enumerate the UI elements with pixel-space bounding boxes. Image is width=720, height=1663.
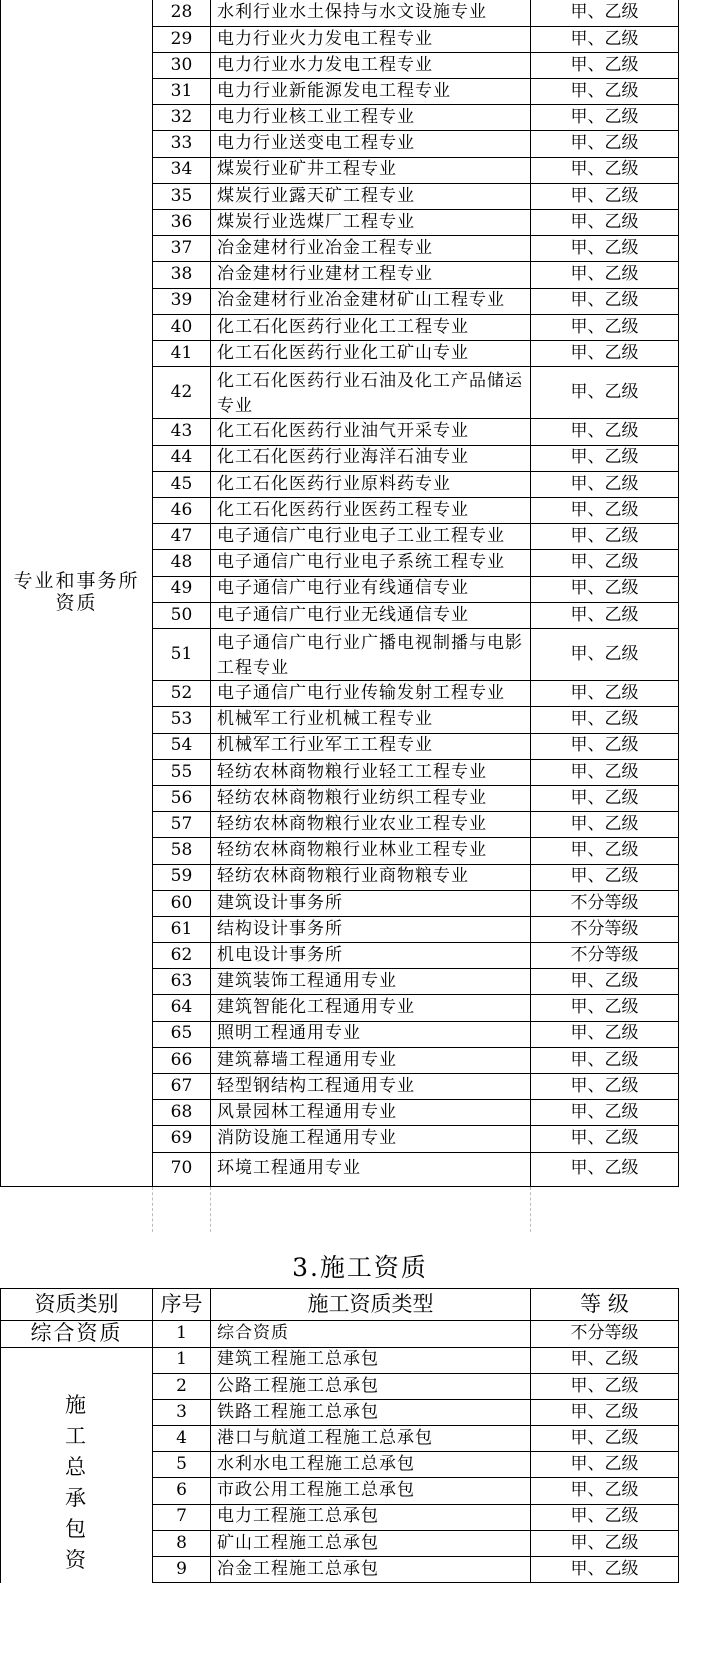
qualification-grade: 甲、乙级	[531, 262, 679, 288]
header-row	[1, 1288, 679, 1320]
qualification-grade: 甲、乙级	[531, 210, 679, 236]
qualification-type: 煤炭行业矿井工程专业	[211, 157, 531, 183]
qualification-grade: 甲、乙级	[531, 785, 679, 811]
qualification-type: 水利水电工程施工总承包	[211, 1452, 531, 1478]
row-number: 47	[153, 524, 211, 550]
qualification-grade: 甲、乙级	[531, 497, 679, 523]
row-number: 8	[153, 1530, 211, 1556]
qualification-grade: 甲、乙级	[531, 236, 679, 262]
header-grade: 等 级	[531, 1288, 679, 1320]
qualification-type: 化工石化医药行业原料药专业	[211, 471, 531, 497]
row-number: 41	[153, 340, 211, 366]
qualification-type: 轻型钢结构工程通用专业	[211, 1074, 531, 1100]
row-number: 34	[153, 157, 211, 183]
qualification-type: 轻纺农林商物粮行业农业工程专业	[211, 812, 531, 838]
row-number: 57	[153, 812, 211, 838]
table-row	[1, 0, 679, 26]
qualification-type: 冶金建材行业冶金建材矿山工程专业	[211, 288, 531, 314]
blank-cell	[1, 1186, 153, 1232]
qualification-grade: 甲、乙级	[531, 995, 679, 1021]
qualification-grade: 甲、乙级	[531, 1452, 679, 1478]
category-char: 资	[65, 1547, 88, 1572]
qualification-grade: 甲、乙级	[531, 157, 679, 183]
construction-qualification-table	[0, 1238, 679, 1583]
qualification-grade: 甲、乙级	[531, 131, 679, 157]
row-number: 32	[153, 105, 211, 131]
qualification-type: 建筑智能化工程通用专业	[211, 995, 531, 1021]
header-category: 资质类别	[1, 1288, 153, 1320]
category-char: 工	[65, 1423, 88, 1448]
qualification-type: 煤炭行业选煤厂工程专业	[211, 210, 531, 236]
qualification-grade: 甲、乙级	[531, 1399, 679, 1425]
row-number: 7	[153, 1504, 211, 1530]
row-number: 1	[153, 1347, 211, 1373]
row-number: 4	[153, 1426, 211, 1452]
qualification-type: 电力工程施工总承包	[211, 1504, 531, 1530]
qualification-type: 消防设施工程通用专业	[211, 1126, 531, 1152]
qualification-grade: 甲、乙级	[531, 367, 679, 419]
qualification-type: 轻纺农林商物粮行业林业工程专业	[211, 838, 531, 864]
qualification-grade: 甲、乙级	[531, 969, 679, 995]
qualification-grade: 甲、乙级	[531, 0, 679, 26]
construction-section-title: 3.施工资质	[292, 1253, 428, 1282]
comprehensive-category: 综合资质	[1, 1320, 153, 1347]
row-number: 70	[153, 1152, 211, 1186]
row-number: 67	[153, 1074, 211, 1100]
qualification-type: 化工石化医药行业化工工程专业	[211, 314, 531, 340]
qualification-grade: 甲、乙级	[531, 419, 679, 445]
row-number: 30	[153, 52, 211, 78]
row-number: 36	[153, 210, 211, 236]
qualification-grade: 甲、乙级	[531, 1347, 679, 1373]
qualification-type: 冶金建材行业建材工程专业	[211, 262, 531, 288]
row-number: 59	[153, 864, 211, 890]
qualification-grade: 甲、乙级	[531, 864, 679, 890]
qualification-grade: 甲、乙级	[531, 1530, 679, 1556]
row-number: 64	[153, 995, 211, 1021]
category-char: 总	[65, 1454, 88, 1479]
qualification-grade: 甲、乙级	[531, 759, 679, 785]
qualification-type: 公路工程施工总承包	[211, 1373, 531, 1399]
row-number: 54	[153, 733, 211, 759]
qualification-grade: 甲、乙级	[531, 1126, 679, 1152]
qualification-grade: 甲、乙级	[531, 812, 679, 838]
qualification-type: 综合资质	[211, 1320, 531, 1347]
qualification-type: 港口与航道工程施工总承包	[211, 1426, 531, 1452]
row-number: 49	[153, 576, 211, 602]
title-spacer	[1, 1238, 679, 1288]
qualification-grade: 甲、乙级	[531, 1152, 679, 1186]
qualification-type: 电子通信广电行业电子系统工程专业	[211, 550, 531, 576]
qualification-grade: 甲、乙级	[531, 1557, 679, 1583]
qualification-grade: 甲、乙级	[531, 79, 679, 105]
qualification-type: 煤炭行业露天矿工程专业	[211, 183, 531, 209]
qualification-type: 电力行业送变电工程专业	[211, 131, 531, 157]
qualification-type: 化工石化医药行业海洋石油专业	[211, 445, 531, 471]
row-number: 40	[153, 314, 211, 340]
qualification-type: 冶金建材行业冶金工程专业	[211, 236, 531, 262]
row-number: 9	[153, 1557, 211, 1583]
qualification-grade: 甲、乙级	[531, 602, 679, 628]
qualification-grade: 甲、乙级	[531, 838, 679, 864]
qualification-grade: 甲、乙级	[531, 1373, 679, 1399]
qualification-type: 照明工程通用专业	[211, 1021, 531, 1047]
qualification-type: 电子通信广电行业电子工业工程专业	[211, 524, 531, 550]
qualification-type: 电力行业核工业工程专业	[211, 105, 531, 131]
row-number: 63	[153, 969, 211, 995]
qualification-grade: 甲、乙级	[531, 340, 679, 366]
row-number: 2	[153, 1373, 211, 1399]
row-number: 69	[153, 1126, 211, 1152]
header-number: 序号	[153, 1288, 211, 1320]
row-number: 39	[153, 288, 211, 314]
header-type: 施工资质类型	[211, 1288, 531, 1320]
qualification-grade: 甲、乙级	[531, 471, 679, 497]
qualification-grade: 甲、乙级	[531, 288, 679, 314]
general-contracting-category	[1, 1347, 153, 1583]
qualification-grade: 甲、乙级	[531, 707, 679, 733]
qualification-type: 化工石化医药行业医药工程专业	[211, 497, 531, 523]
qualification-type: 电力行业水力发电工程专业	[211, 52, 531, 78]
qualification-grade: 甲、乙级	[531, 733, 679, 759]
row-number: 6	[153, 1478, 211, 1504]
qualification-category-cell: 专业和事务所资质	[1, 0, 153, 1186]
qualification-type: 电子通信广电行业广播电视制播与电影工程专业	[211, 628, 531, 680]
qualification-grade: 甲、乙级	[531, 105, 679, 131]
row-number: 35	[153, 183, 211, 209]
qualification-grade: 甲、乙级	[531, 1426, 679, 1452]
qualification-grade: 甲、乙级	[531, 1504, 679, 1530]
qualification-type: 冶金工程施工总承包	[211, 1557, 531, 1583]
row-number: 33	[153, 131, 211, 157]
row-number: 44	[153, 445, 211, 471]
row-number: 52	[153, 681, 211, 707]
qualification-type: 化工石化医药行业油气开采专业	[211, 419, 531, 445]
qualification-type: 机械军工行业军工工程专业	[211, 733, 531, 759]
qualification-grade: 不分等级	[531, 890, 679, 916]
row-number: 53	[153, 707, 211, 733]
row-number: 48	[153, 550, 211, 576]
qualification-type: 建筑工程施工总承包	[211, 1347, 531, 1373]
qualification-type: 机电设计事务所	[211, 943, 531, 969]
row-number: 66	[153, 1047, 211, 1073]
row-number: 45	[153, 471, 211, 497]
row-number: 60	[153, 890, 211, 916]
qualification-grade: 甲、乙级	[531, 628, 679, 680]
row-number: 46	[153, 497, 211, 523]
row-number: 55	[153, 759, 211, 785]
qualification-type: 轻纺农林商物粮行业轻工工程专业	[211, 759, 531, 785]
qualification-type: 电子通信广电行业传输发射工程专业	[211, 681, 531, 707]
qualification-grade: 甲、乙级	[531, 1074, 679, 1100]
row-number: 43	[153, 419, 211, 445]
row-number: 37	[153, 236, 211, 262]
qualification-type: 轻纺农林商物粮行业商物粮专业	[211, 864, 531, 890]
row-number: 3	[153, 1399, 211, 1425]
row-number: 31	[153, 79, 211, 105]
row-number: 61	[153, 916, 211, 942]
blank-cell	[211, 1186, 531, 1232]
row-number: 29	[153, 26, 211, 52]
qualification-type: 轻纺农林商物粮行业纺织工程专业	[211, 785, 531, 811]
qualification-type: 铁路工程施工总承包	[211, 1399, 531, 1425]
blank-cell	[153, 1186, 211, 1232]
row-number: 38	[153, 262, 211, 288]
blank-row	[1, 1186, 679, 1232]
qualification-grade: 甲、乙级	[531, 1100, 679, 1126]
qualification-type: 环境工程通用专业	[211, 1152, 531, 1186]
qualification-grade: 甲、乙级	[531, 1047, 679, 1073]
table-row	[1, 1347, 679, 1373]
qualification-type: 建筑幕墙工程通用专业	[211, 1047, 531, 1073]
row-number: 1	[153, 1320, 211, 1347]
qualification-type: 市政公用工程施工总承包	[211, 1478, 531, 1504]
qualification-type: 建筑装饰工程通用专业	[211, 969, 531, 995]
construction-qualification-table-body	[1, 1238, 679, 1583]
qualification-grade: 不分等级	[531, 943, 679, 969]
row-number: 62	[153, 943, 211, 969]
qualification-type: 电子通信广电行业无线通信专业	[211, 602, 531, 628]
qualification-type: 化工石化医药行业化工矿山专业	[211, 340, 531, 366]
qualification-grade: 甲、乙级	[531, 576, 679, 602]
qualification-type: 矿山工程施工总承包	[211, 1530, 531, 1556]
qualification-type: 电子通信广电行业有线通信专业	[211, 576, 531, 602]
qualification-grade: 甲、乙级	[531, 1021, 679, 1047]
qualification-type: 结构设计事务所	[211, 916, 531, 942]
category-char: 承	[65, 1485, 88, 1510]
row-number: 5	[153, 1452, 211, 1478]
row-number: 56	[153, 785, 211, 811]
row-number: 28	[153, 0, 211, 26]
qualification-grade: 甲、乙级	[531, 314, 679, 340]
qualification-grade: 甲、乙级	[531, 681, 679, 707]
qualification-grade: 甲、乙级	[531, 26, 679, 52]
category-char: 包	[65, 1516, 88, 1541]
row-number: 51	[153, 628, 211, 680]
qualification-grade: 甲、乙级	[531, 52, 679, 78]
qualification-grade: 甲、乙级	[531, 183, 679, 209]
design-qualification-table-body	[1, 0, 679, 1232]
qualification-grade: 不分等级	[531, 916, 679, 942]
table-row	[1, 1320, 679, 1347]
qualification-type: 水利行业水土保持与水文设施专业	[211, 0, 531, 26]
qualification-grade: 甲、乙级	[531, 524, 679, 550]
category-char: 施	[65, 1392, 88, 1417]
qualification-grade: 甲、乙级	[531, 1478, 679, 1504]
row-number: 50	[153, 602, 211, 628]
blank-cell	[531, 1186, 679, 1232]
qualification-type: 机械军工行业机械工程专业	[211, 707, 531, 733]
qualification-type: 建筑设计事务所	[211, 890, 531, 916]
row-number: 65	[153, 1021, 211, 1047]
qualification-type: 电力行业新能源发电工程专业	[211, 79, 531, 105]
title-row	[1, 1238, 679, 1288]
qualification-grade: 甲、乙级	[531, 550, 679, 576]
row-number: 68	[153, 1100, 211, 1126]
row-number: 42	[153, 367, 211, 419]
row-number: 58	[153, 838, 211, 864]
qualification-grade: 不分等级	[531, 1320, 679, 1347]
qualification-type: 风景园林工程通用专业	[211, 1100, 531, 1126]
qualification-type: 化工石化医药行业石油及化工产品储运专业	[211, 367, 531, 419]
qualification-grade: 甲、乙级	[531, 445, 679, 471]
qualification-type: 电力行业火力发电工程专业	[211, 26, 531, 52]
